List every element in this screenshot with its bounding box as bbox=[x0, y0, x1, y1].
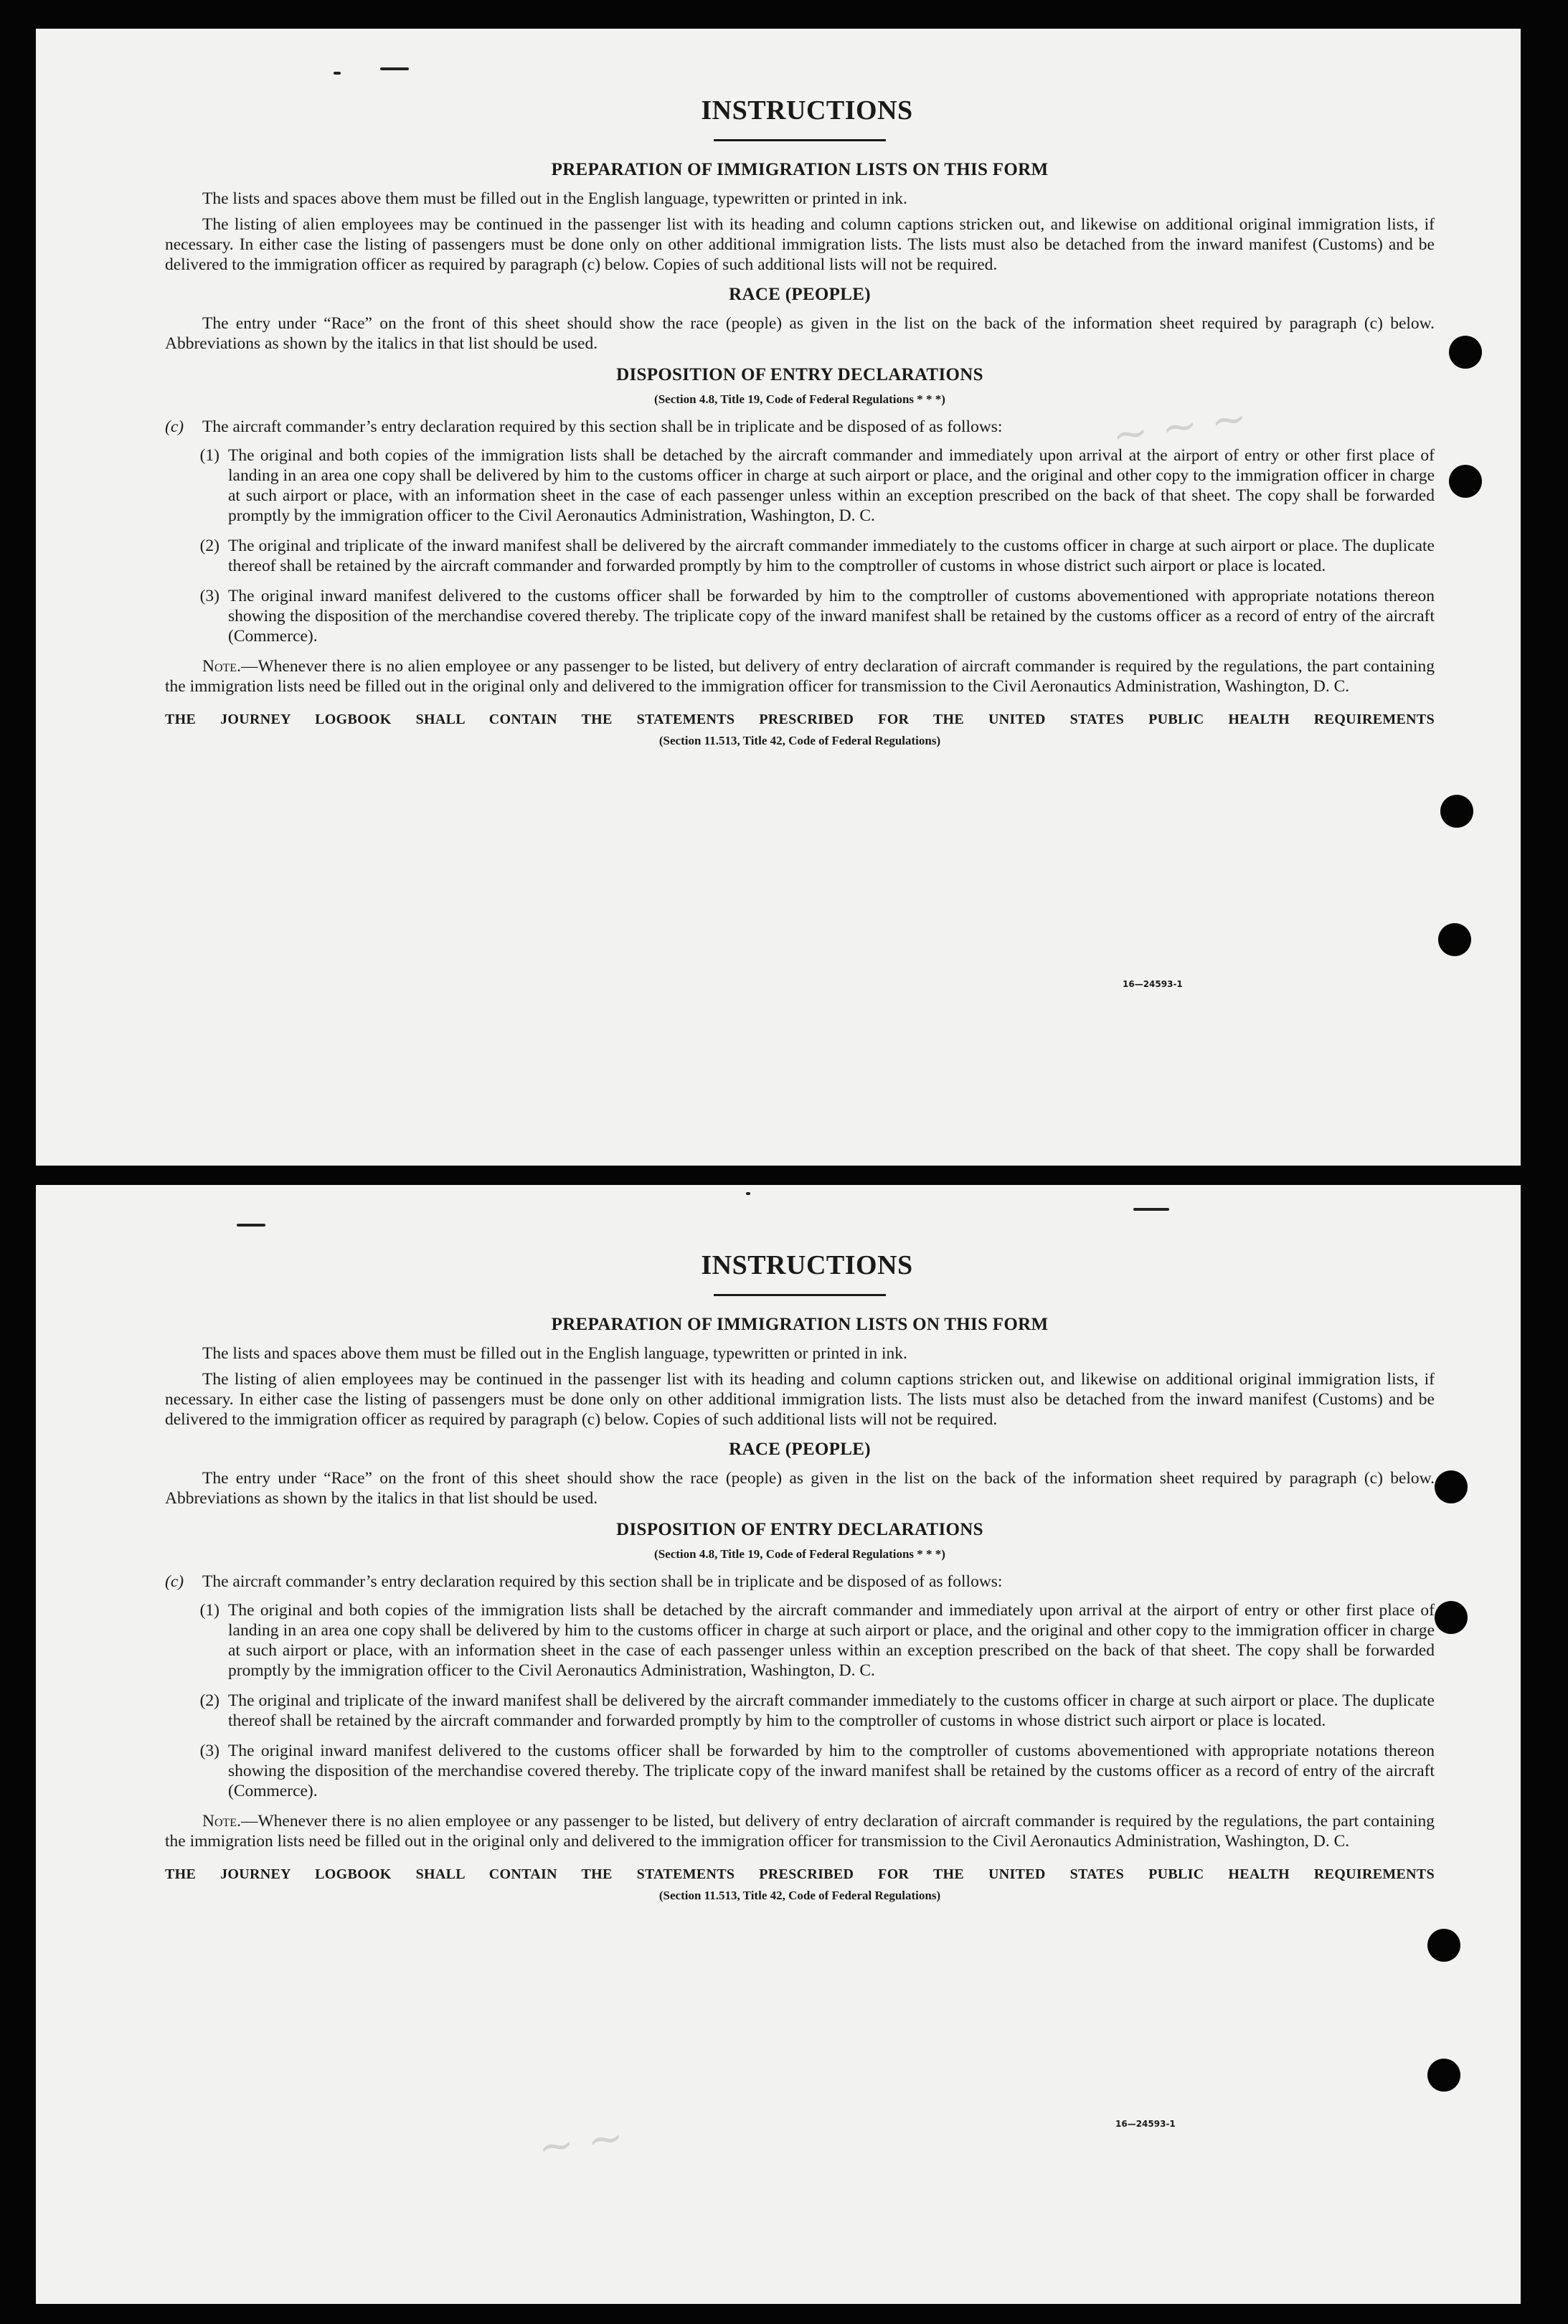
punch-hole bbox=[1427, 2059, 1460, 2092]
race-paragraph: The entry under “Race” on the front of this sheet should show the race (people) as given in the list on the back of the information sheet required by paragraph (c) below. Abbreviations as shown by the italics in that list should be used. bbox=[165, 1469, 1435, 1508]
note-paragraph bbox=[165, 1811, 1435, 1851]
race-paragraph: The entry under “Race” on the front of this sheet should show the race (people) as given in the list on the back of the information sheet required by paragraph (c) below. Abbreviations as shown by the italics in that list should be used. bbox=[165, 314, 1435, 353]
paragraph-c-label: (c) bbox=[165, 1572, 184, 1591]
title-underline bbox=[714, 1294, 886, 1296]
disposition-citation: (Section 4.8, Title 19, Code of Federal Regulations * * *) bbox=[654, 392, 945, 406]
punch-hole bbox=[1435, 1470, 1468, 1503]
punch-hole bbox=[1449, 336, 1482, 369]
logbook-statement: THE JOURNEY LOGBOOK SHALL CONTAIN THE STATEMENTS PRESCRIBED FOR THE UNITED STATES PUBLIC HEALTH REQUIREMENTS bbox=[165, 1866, 1435, 1882]
item-text: The original and both copies of the immigration lists shall be detached by the aircraft commander and immediately upon arrival at the airport of entry or other first place of landing in an area one copy shall be delivered by him to the customs officer in charge at such airport or place, and the original and other copy to the immigration officer in charge at such airport or place, with an information sheet in the case of each passenger unless within an exception prescribed on the back of that sheet. The copy shall be forwarded promptly by the immigration officer to the Civil Aeronautics Administration, Washington, D. C. bbox=[228, 1601, 1435, 1680]
punch-hole bbox=[1438, 923, 1471, 956]
prep-heading: PREPARATION OF IMMIGRATION LISTS ON THIS FORM bbox=[551, 160, 1049, 179]
page-title: INSTRUCTIONS bbox=[701, 95, 913, 126]
scan-mark bbox=[380, 67, 409, 70]
note-text: —Whenever there is no alien employee or any passenger to be listed, but delivery of entry declaration of aircraft commander is required by the regulations, the part containing the immigration lists need be filled out in the original only and delivered to the immigration officer for transmission to the Civil Aeronautics Administration, Washington, D. C. bbox=[165, 1812, 1435, 1851]
scan-mark bbox=[746, 1192, 750, 1195]
disposition-heading: DISPOSITION OF ENTRY DECLARATIONS bbox=[616, 1520, 983, 1539]
list-item bbox=[165, 536, 1435, 576]
race-heading: RACE (PEOPLE) bbox=[729, 1440, 871, 1459]
instruction-sheet-top bbox=[36, 29, 1521, 1166]
item-number: (1) bbox=[199, 1601, 219, 1620]
logbook-citation: (Section 11.513, Title 42, Code of Federal Regulations) bbox=[658, 734, 941, 747]
instructions-body bbox=[165, 95, 1435, 751]
prep-heading: PREPARATION OF IMMIGRATION LISTS ON THIS FORM bbox=[551, 1315, 1049, 1334]
item-number: (1) bbox=[199, 446, 219, 465]
scan-mark bbox=[237, 1224, 265, 1227]
scan-mark bbox=[1133, 1208, 1169, 1211]
list-item bbox=[165, 1691, 1435, 1731]
paragraph-c-text: The aircraft commander’s entry declaration required by this section shall be in triplicate and be disposed of as follows: bbox=[202, 1572, 1003, 1591]
list-item bbox=[165, 1600, 1435, 1681]
form-number: 16—24593-1 bbox=[1115, 2119, 1176, 2129]
title-underline bbox=[714, 139, 886, 141]
item-number: (2) bbox=[199, 1691, 219, 1710]
prep-paragraph-2: The listing of alien employees may be continued in the passenger list with its heading and column captions stricken out, and likewise on additional original immigration lists, if necessary. In either case the listing of passengers must be done only on other additional immigration lists. The lists must also be detached from the inward manifest (Customs) and be delivered to the immigration officer as required by paragraph (c) below. Copies of such additional lists will not be required. bbox=[165, 215, 1435, 274]
paragraph-c-text: The aircraft commander’s entry declaration required by this section shall be in triplicate and be disposed of as follows: bbox=[202, 417, 1003, 436]
list-item bbox=[165, 1741, 1435, 1801]
item-text: The original and triplicate of the inward manifest shall be delivered by the aircraft commander immediately to the customs officer in charge at such airport or place. The duplicate thereof shall be retained by the aircraft commander and forwarded promptly by him to the comptroller of customs in whose district such airport or place is located. bbox=[228, 1691, 1435, 1730]
item-text: The original inward manifest delivered to the customs officer shall be forwarded by him to the comptroller of customs abovementioned with appropriate notations thereon showing the disposition of the merchandise covered thereby. The triplicate copy of the inward manifest shall be retained by the customs officer as a record of entry of the aircraft (Commerce). bbox=[228, 1742, 1435, 1800]
race-heading: RACE (PEOPLE) bbox=[729, 285, 871, 304]
item-number: (2) bbox=[199, 537, 219, 555]
note-text: —Whenever there is no alien employee or any passenger to be listed, but delivery of entry declaration of aircraft commander is required by the regulations, the part containing the immigration lists need be filled out in the original only and delivered to the immigration officer for transmission to the Civil Aeronautics Administration, Washington, D. C. bbox=[165, 657, 1435, 696]
note-paragraph bbox=[165, 656, 1435, 696]
instruction-sheet-bottom bbox=[36, 1185, 1521, 2304]
logbook-citation: (Section 11.513, Title 42, Code of Federal Regulations) bbox=[658, 1889, 941, 1902]
punch-hole bbox=[1449, 465, 1482, 498]
page-title: INSTRUCTIONS bbox=[701, 1250, 913, 1280]
form-number: 16—24593-1 bbox=[1123, 979, 1183, 989]
note-label: Note. bbox=[202, 657, 241, 676]
list-item bbox=[165, 445, 1435, 526]
item-text: The original and triplicate of the inward manifest shall be delivered by the aircraft commander immediately to the customs officer in charge at such airport or place. The duplicate thereof shall be retained by the aircraft commander and forwarded promptly by him to the comptroller of customs in whose district such airport or place is located. bbox=[228, 537, 1435, 575]
paragraph-c bbox=[165, 1572, 1435, 1592]
disposition-heading: DISPOSITION OF ENTRY DECLARATIONS bbox=[616, 365, 983, 384]
instructions-body bbox=[165, 1250, 1435, 1906]
list-item bbox=[165, 586, 1435, 646]
item-text: The original and both copies of the immigration lists shall be detached by the aircraft commander and immediately upon arrival at the airport of entry or other first place of landing in an area one copy shall be delivered by him to the customs officer in charge at such airport or place, and the original and other copy to the immigration officer in charge at such airport or place, with an information sheet in the case of each passenger unless within an exception prescribed on the back of that sheet. The copy shall be forwarded promptly by the immigration officer to the Civil Aeronautics Administration, Washington, D. C. bbox=[228, 446, 1435, 525]
faint-handwriting: ~ ~ ~ bbox=[1109, 392, 1250, 461]
disposition-citation: (Section 4.8, Title 19, Code of Federal Regulations * * *) bbox=[654, 1547, 945, 1561]
prep-paragraph-1: The lists and spaces above them must be filled out in the English language, typewritten or printed in ink. bbox=[202, 1344, 907, 1363]
faint-handwriting: ~ ~ bbox=[534, 2112, 627, 2173]
note-label: Note. bbox=[202, 1812, 241, 1831]
item-number: (3) bbox=[199, 587, 219, 605]
item-text: The original inward manifest delivered to the customs officer shall be forwarded by him to the comptroller of customs abovementioned with appropriate notations thereon showing the disposition of the merchandise covered thereby. The triplicate copy of the inward manifest shall be retained by the customs officer as a record of entry of the aircraft (Commerce). bbox=[228, 587, 1435, 646]
scan-mark bbox=[334, 72, 341, 75]
logbook-statement: THE JOURNEY LOGBOOK SHALL CONTAIN THE STATEMENTS PRESCRIBED FOR THE UNITED STATES PUBLIC HEALTH REQUIREMENTS bbox=[165, 712, 1435, 727]
paragraph-c-label: (c) bbox=[165, 417, 184, 436]
paragraph-c bbox=[165, 417, 1435, 437]
punch-hole bbox=[1427, 1929, 1460, 1962]
item-number: (3) bbox=[199, 1742, 219, 1760]
prep-paragraph-2: The listing of alien employees may be continued in the passenger list with its heading and column captions stricken out, and likewise on additional original immigration lists, if necessary. In either case the listing of passengers must be done only on other additional immigration lists. The lists must also be detached from the inward manifest (Customs) and be delivered to the immigration officer as required by paragraph (c) below. Copies of such additional lists will not be required. bbox=[165, 1370, 1435, 1429]
punch-hole bbox=[1440, 795, 1473, 828]
punch-hole bbox=[1435, 1601, 1468, 1634]
prep-paragraph-1: The lists and spaces above them must be filled out in the English language, typewritten or printed in ink. bbox=[202, 189, 907, 208]
